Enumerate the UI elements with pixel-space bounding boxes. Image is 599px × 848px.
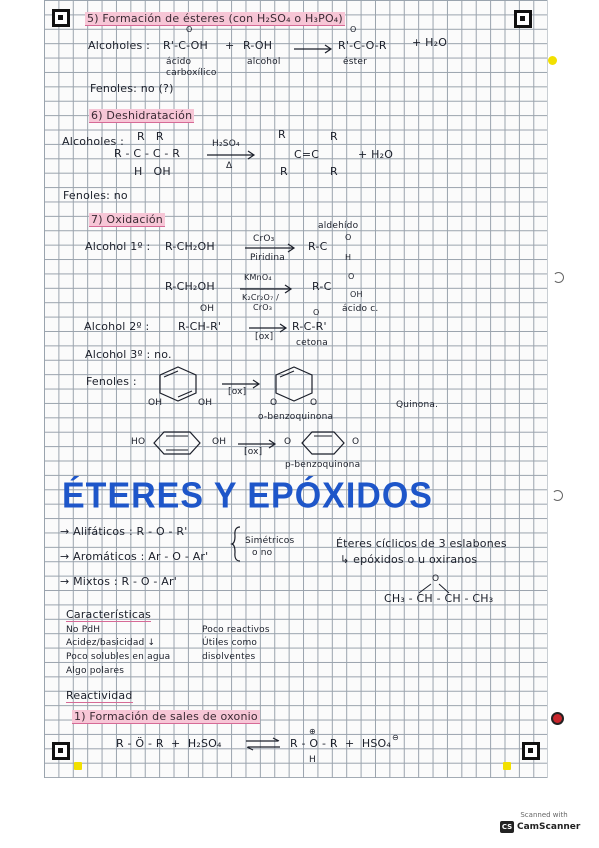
aldehyde-h: H (345, 253, 352, 262)
ox2: [ox] (244, 447, 263, 457)
ortho-label: o-benzoquinona (258, 412, 334, 422)
ethers-heading: ÉTERES Y EPÓXIDOS (62, 476, 433, 516)
react-title: Reactividad (66, 689, 133, 702)
plus2: + H₂O (412, 36, 448, 49)
reactant2-sub: alcohol (247, 57, 281, 67)
primary-reactant: R-CH₂OH (165, 240, 215, 253)
ho: HO (131, 437, 146, 447)
binder-hole (552, 490, 563, 501)
section7-title: 7) Oxidación (91, 213, 163, 226)
prop-2: Poco reactivos (202, 625, 270, 635)
phenols-label: Fenoles : (86, 375, 137, 388)
product: R'-C-O-R (338, 39, 387, 52)
reaction-arrow (207, 151, 257, 159)
primary2-reagent2: K₂Cr₂O₇ / (242, 293, 280, 302)
bottom-left-marker (52, 742, 70, 760)
binder-hole (553, 272, 564, 283)
scanner-watermark (500, 811, 588, 833)
epoxide: CH₃ - CH - CH - CH₃ (384, 592, 494, 605)
yellow-dot (74, 762, 82, 770)
prop-6: disolventes (202, 652, 256, 662)
top-right-marker (514, 10, 532, 28)
aromatic: → Aromáticos : Ar - O - Ar' (60, 550, 209, 563)
symmetry2: o no (252, 548, 273, 558)
prop-4: Útiles como (202, 638, 258, 648)
acid-oh: OH (350, 290, 363, 299)
secondary-product: R-C-R' (292, 320, 327, 333)
secondary-o: O (313, 308, 320, 317)
reaction-arrow (240, 285, 294, 293)
water: + H₂O (358, 148, 394, 161)
reactant1-top: O (186, 25, 193, 34)
cyclic1: Éteres cíclicos de 3 eslabones (336, 537, 507, 550)
ox1: [ox] (228, 387, 247, 397)
epoxide-o: O (432, 574, 440, 584)
product-sub: éster (343, 57, 367, 67)
r1-product: R - O - R + HSO₄ (290, 737, 391, 750)
reaction-arrow (294, 45, 334, 53)
acid: R-C (312, 280, 332, 293)
props-title: Características (66, 608, 152, 621)
red-dot (551, 712, 564, 725)
yellow-dot (548, 56, 557, 65)
acid-label: ácido c. (342, 304, 379, 314)
hydroquinone-structure (148, 428, 208, 458)
primary2-reagent1: KMnO₄ (244, 273, 272, 282)
mixed: → Mixtos : R - O - Ar' (60, 575, 177, 588)
scanner-name: CamScanner (517, 822, 581, 832)
primary-reactant2: R-CH₂OH (165, 280, 215, 293)
mol-top: R R (137, 130, 164, 143)
ketone-label: cetona (296, 338, 328, 348)
r1-h: H (309, 755, 316, 765)
equilibrium-arrow (246, 738, 282, 750)
primary2-reagent3: CrO₃ (253, 303, 273, 312)
prod-bl: R (280, 165, 288, 178)
section5-label: Alcoholes : (88, 39, 151, 52)
heat: Δ (226, 161, 233, 171)
prod-tl: R (278, 128, 286, 141)
acid-o: O (348, 272, 355, 281)
secondary-label: Alcohol 2º : (84, 320, 150, 333)
prop-3: Acidez/basicidad ↓ (66, 638, 156, 648)
reactant1-sub: ácido carboxílico (166, 57, 217, 78)
section6-label: Alcoholes : (62, 135, 125, 148)
camscanner-icon: CS (501, 823, 513, 831)
oh1: OH (148, 398, 163, 408)
mol-bot: H OH (134, 165, 171, 178)
aldehyde: R-C (308, 240, 328, 253)
oh3: OH (212, 437, 227, 447)
secondary-oh: OH (200, 304, 215, 314)
prop-7: Algo polares (66, 666, 125, 676)
prop-5: Poco solubles en agua (66, 652, 171, 662)
section6-phenols: Fenoles: no (63, 189, 128, 202)
cyclic2: ↳ epóxidos o u oxiranos (340, 553, 478, 566)
o1: O (270, 398, 278, 408)
prop-1: No PdH (66, 625, 101, 635)
yellow-dot (503, 762, 511, 770)
secondary-reactant: R-CH-R' (178, 320, 222, 333)
oh2: OH (198, 398, 213, 408)
prod-br: R (330, 165, 338, 178)
para-label: p-benzoquinona (285, 460, 361, 470)
r1-minus-charge: ⊖ (392, 733, 399, 742)
aliphatic: → Alifáticos : R - O - R' (60, 525, 188, 538)
scanner-top-text: Scanned with (520, 811, 568, 819)
o3: O (284, 437, 292, 447)
quinone-label: Quinona. (396, 400, 439, 410)
r1-reactant: R - Ö - R + H₂SO₄ (116, 737, 222, 750)
secondary-reagent: [ox] (255, 332, 274, 342)
r1-title: 1) Formación de sales de oxonio (74, 710, 258, 723)
primary-reagent2: Piridina (250, 253, 285, 263)
bottom-right-marker (522, 742, 540, 760)
mol-mid: R - C - C - R (114, 147, 181, 160)
o2: O (310, 398, 318, 408)
p-benzoquinone-structure (296, 428, 350, 458)
reagent: H₂SO₄ (212, 139, 240, 149)
tertiary: Alcohol 3º : no. (85, 348, 172, 361)
primary-reagent1: CrO₃ (253, 234, 275, 244)
top-left-marker (52, 9, 70, 27)
section6-title: 6) Deshidratación (91, 109, 193, 122)
prod-tr: R (330, 130, 338, 143)
symmetry: Simétricos (245, 536, 295, 546)
reactant2: R-OH (243, 39, 273, 52)
reaction-arrow (245, 244, 297, 252)
plus1: + (225, 39, 235, 52)
primary-label: Alcohol 1º : (85, 240, 151, 253)
aldehyde-label: aldehído (318, 221, 359, 231)
section5-title: 5) Formación de ésteres (con H₂SO₄ o H₃PO₄) (87, 12, 343, 25)
brace (232, 526, 242, 562)
reaction-arrow (249, 324, 289, 332)
prod-mid: C=C (294, 148, 320, 161)
o4: O (352, 437, 360, 447)
section5-phenols: Fenoles: no (?) (90, 82, 174, 95)
reactant1: R'-C-OH (163, 39, 208, 52)
product-top: O (350, 25, 357, 34)
r1-plus-charge: ⊕ (309, 727, 316, 736)
aldehyde-o: O (345, 233, 352, 242)
